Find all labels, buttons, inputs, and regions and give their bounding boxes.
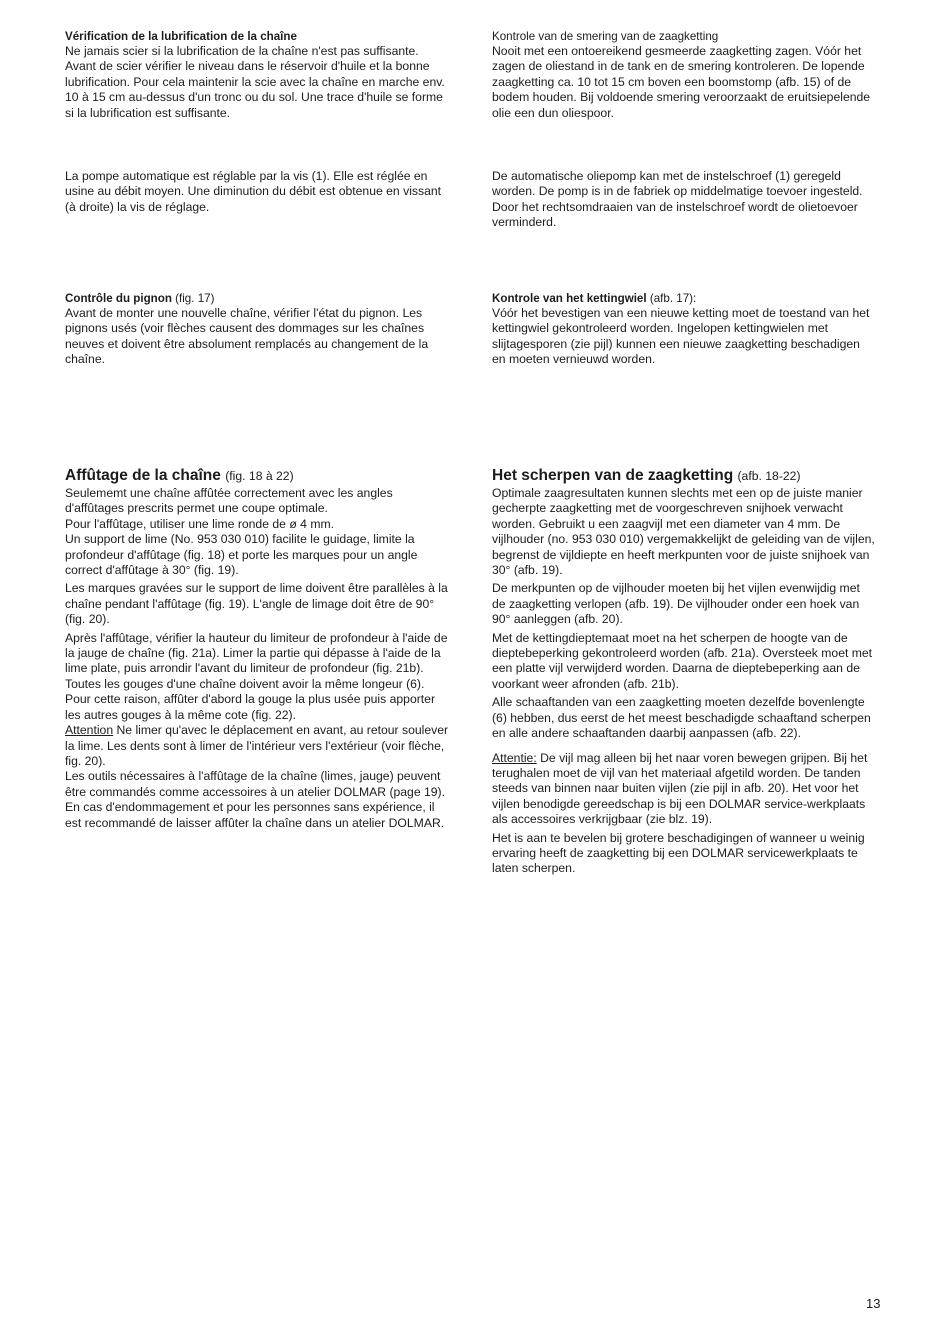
nl-sharpening-p1: Optimale zaagresultaten kunnen slechts met een op de juiste manier gecherpte zaagketting met de voorgeschreven snijhoek verwacht worden. Gebruikt u een zaagvijl met een diameter van 4 mm. De vijlhouder (no. 953 030 010) vergemakkelijkt de geleiding van de vijlen, begrenst de vijldiepte en heeft merkpunten voor de juiste snijhoek van 30° (afb. 19). xyxy=(492,486,875,578)
nl-pinion-body: Vóór het bevestigen van een nieuwe ketting moet de toestand van het kettingwiel gekontroleerd worden. Ingelopen kettingwielen met slijtagesporen (zie pijl) kunnen een nieuwe zaagketting beschadigen en moeten vernieuwd worden. xyxy=(492,306,870,367)
nl-lubrication-body: Nooit met een ontoereikend gesmeerde zaagketting zagen. Vóór het zagen de oliestand in de tank en de smering kontroleren. De lopende zaagketting ca. 10 tot 15 cm boven een boomstomp (afb. 15) of de bodem houden. Bij voldoende smering veroorzaakt de eruitsiepelende olie een dun oliespoor. xyxy=(492,44,871,120)
nl-lubrication-section xyxy=(492,29,876,124)
nl-attention-text: De vijl mag alleen bij het naar voren bewegen grijpen. Bij het terughalen moet de vijl van het materiaal afgetild worden. De tanden steeds van binnen naar buiten vijlen (zie pijl in afb. 20). Het voor het vijlen benodigde gereedschap is bij een DOLMAR service-werkplaats als accessoires verkrijgbaar (zie blz. 19). xyxy=(492,750,868,827)
nl-lubrication-heading: Kontrole van de smering van de zaagketting xyxy=(492,30,719,43)
fr-sharpening-p7 xyxy=(65,723,449,769)
nl-sharpening-heading xyxy=(492,467,876,485)
fr-sharpening-p5: Après l'affûtage, vérifier la hauteur du limiteur de profondeur à l'aide de la jauge de chaîne (fig. 21a). Limer la partie qui dépasse à l'aide de la lime plate, puis arrondir l'avant du limiteur de profondeur (fig. 21b). xyxy=(65,630,448,676)
nl-sharpening-p3: Met de kettingdieptemaat moet na het scherpen de hoogte van de dieptebeperking gekontroleerd worden (afb. 21a). Oversteek moet met een platte vijl verwijderd worden. Daarna de dieptebeperking aan de voorkant weer afronden (afb. 21b). xyxy=(492,630,873,691)
nl-sharpening-p5 xyxy=(492,751,876,828)
nl-sharpening-p2: De merkpunten op de vijlhouder moeten bij het vijlen evenwijdig met de zaagketting verlopen (afb. 19). De vijlhouder onder een hoek van 90° aanleggen (afb. 20). xyxy=(492,581,860,627)
fr-sharpening-p3: Un support de lime (No. 953 030 010) facilite le guidage, limite la profondeur d'affûtage (fig. 18) et porte les marques pour un angle correct d'affûtage à 30° (fig. 19). xyxy=(65,532,418,578)
nl-pinion-heading-text: Kontrole van het kettingwiel xyxy=(492,292,647,305)
fr-sharpening-section xyxy=(65,467,449,834)
fr-sharpening-p1: Seulememt une chaîne affûtée correctement avec les angles d'affûtages prescrits permet une coupe optimale. xyxy=(65,486,393,516)
fr-pump-body: La pompe automatique est réglable par la vis (1). Elle est réglée en usine au débit moyen. Une diminution du débit est obtenue en vissant (à droite) la vis de réglage. xyxy=(65,169,442,214)
nl-attention-label: Attentie: xyxy=(492,750,537,765)
fr-pinion-heading xyxy=(65,291,449,306)
fr-sharpening-p6: Toutes les gouges d'une chaîne doivent avoir la même longeur (6). Pour cette raison, affûter d'abord la gouge la plus usée puis apporter les autres gouges à la même cote (fig. 22). xyxy=(65,676,435,722)
nl-sharpening-p4: Alle schaaftanden van een zaagketting moeten dezelfde bovenlengte (6) hebben, dus eerst de het meest beschadigde schaaftand scherpen en alle andere schaaftanden daarbij aanpassen (afb. 22). xyxy=(492,695,871,741)
fr-attention-label: Attention xyxy=(65,723,114,738)
page-number: 13 xyxy=(866,1296,881,1311)
nl-pinion-figure-ref: (afb. 17): xyxy=(649,292,697,305)
fr-pinion-body: Avant de monter une nouvelle chaîne, vérifier l'état du pignon. Les pignons usés (voir flèches causent des dommages sur les chaînes neuves et doivent être absolument remplacés au changement de la chaîne. xyxy=(65,306,429,367)
fr-lubrication-body: Ne jamais scier si la lubrification de la chaîne n'est pas suffisante. Avant de scier vérifier le niveau dans le réservoir d'huile et la bonne lubrification. Pour cela maintenir la scie avec la chaîne en marche env. 10 à 15 cm au-dessus d'un tronc ou du sol. Une trace d'huile se forme si la lubrification est suffisante. xyxy=(65,44,445,120)
nl-pinion-section xyxy=(492,291,876,371)
fr-sharpening-p8: Les outils nécessaires à l'affûtage de la chaîne (limes, jauge) peuvent être commandés comme accessoires à un atelier DOLMAR (page 19). En cas d'endommagement et pour les personnes sans expérience, il est recommandé de laisser affûter la chaîne dans un atelier DOLMAR. xyxy=(65,769,446,830)
nl-pump-section xyxy=(492,169,876,234)
nl-sharpening-figure-ref: (afb. 18-22) xyxy=(737,469,801,483)
fr-sharpening-figure-ref: (fig. 18 à 22) xyxy=(225,469,294,483)
fr-pinion-section xyxy=(65,291,449,371)
fr-pump-section xyxy=(65,169,449,218)
fr-lubrication-heading: Vérification de la lubrification de la chaîne xyxy=(65,30,297,43)
fr-attention-text: Ne limer qu'avec le déplacement en avant, au retour soulever la lime. Les dents sont à limer de l'intérieur vers l'extérieur (voir flèche, fig. 20). xyxy=(65,723,449,768)
fr-sharpening-heading-text: Affûtage de la chaîne xyxy=(65,467,221,484)
nl-sharpening-section xyxy=(492,467,876,880)
fr-sharpening-p2: Pour l'affûtage, utiliser une lime ronde de ø 4 mm. xyxy=(65,516,335,531)
fr-pinion-heading-text: Contrôle du pignon xyxy=(65,292,172,305)
nl-sharpening-heading-text: Het scherpen van de zaagketting xyxy=(492,467,734,484)
fr-sharpening-heading xyxy=(65,467,449,485)
nl-pinion-heading xyxy=(492,291,876,306)
fr-lubrication-section xyxy=(65,29,449,124)
nl-sharpening-p6: Het is aan te bevelen bij grotere beschadigingen of wanneer u weinig ervaring heeft de zaagketting bij een DOLMAR servicewerkplaats te laten scherpen. xyxy=(492,830,865,876)
fr-sharpening-p4: Les marques gravées sur le support de lime doivent être parallèles à la chaîne pendant l'affûtage (fig. 19). L'angle de limage doit être de 90° (fig. 20). xyxy=(65,581,448,627)
fr-pinion-figure-ref: (fig. 17) xyxy=(175,292,215,305)
nl-pump-body: De automatische oliepomp kan met de instelschroef (1) geregeld worden. De pomp is in de fabriek op middelmatige toevoer ingesteld. Door het rechtsomdraaien van de instelschroef wordt de olietoevoer verminderd. xyxy=(492,169,863,230)
